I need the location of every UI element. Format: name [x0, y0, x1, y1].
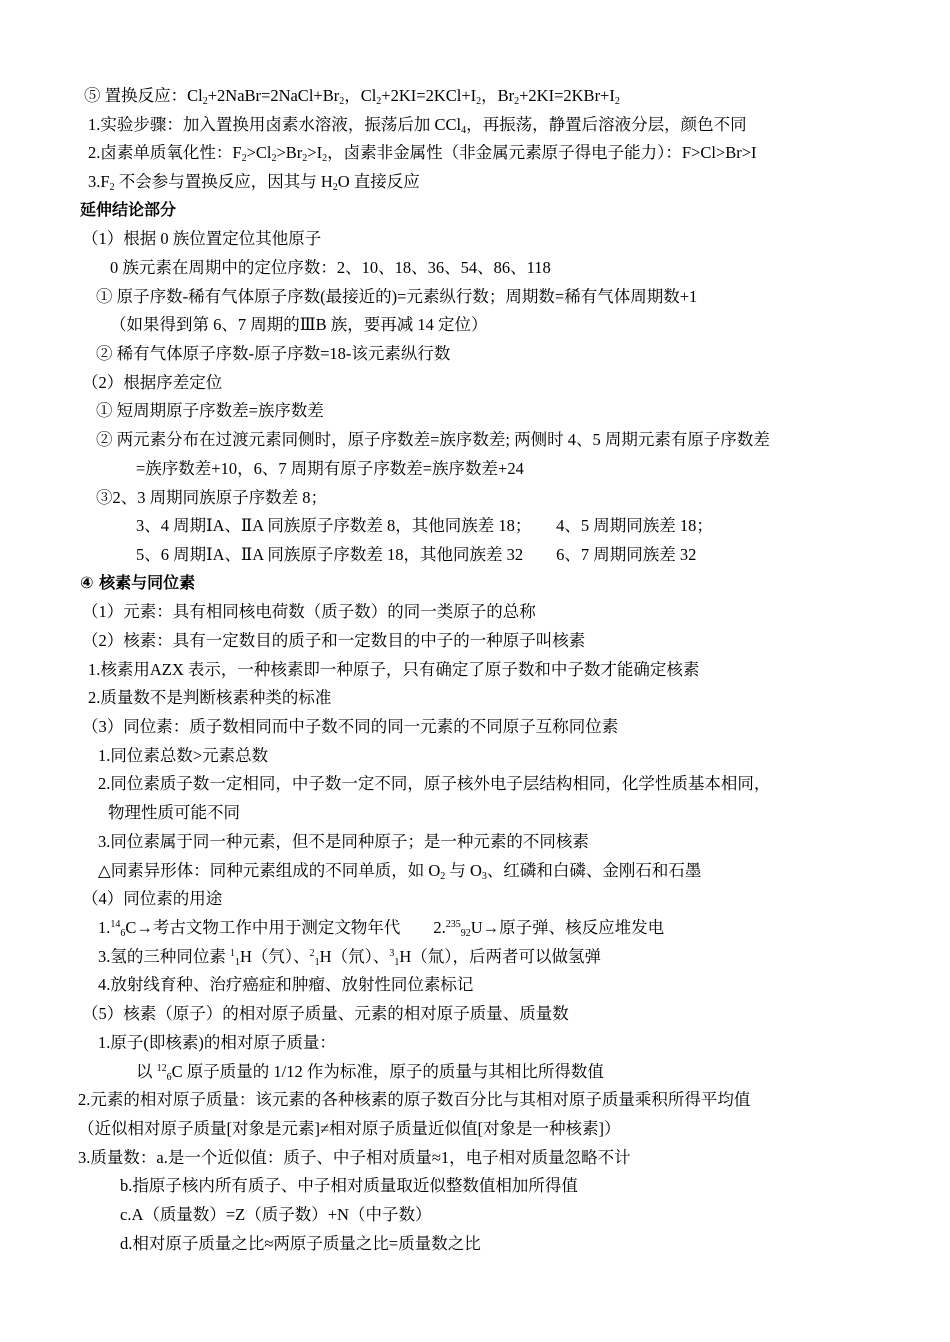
text-line: （近似相对原子质量[对象是元素]≠相对原子质量近似值[对象是一种核素]） — [78, 1119, 621, 1138]
text-line: 1.原子(即核素)的相对原子质量： — [98, 1033, 336, 1052]
text-line: 3、4 周期ⅠA、ⅡA 同族原子序数差 8，其他同族差 18； 4、5 周期同族差 18； — [136, 516, 713, 535]
text-line: （3）同位素：质子数相同而中子数不同的同一元素的不同原子互称同位素 — [82, 717, 619, 736]
text-line: 3.同位素属于同一种元素，但不是同种原子；是一种元素的不同核素 — [98, 832, 589, 851]
text-line: =族序数差+10，6、7 周期有原子序数差=族序数差+24 — [136, 459, 524, 478]
text-line: （2）核素：具有一定数目的质子和一定数目的中子的一种原子叫核素 — [82, 631, 586, 650]
text-line: （如果得到第 6、7 周期的ⅢB 族，要再减 14 定位） — [110, 315, 488, 334]
text-line: ① 短周期原子序数差=族序数差 — [96, 401, 324, 420]
text-line: 2.元素的相对原子质量：该元素的各种核素的原子数百分比与其相对原子质量乘积所得平均值 — [78, 1090, 751, 1109]
text-line: $1.14_6C\to$考古文物工作中用于测定文物年代 2.$^{235}_{92}$U→原子弹、核反应堆发电 — [98, 918, 665, 939]
text-line: d.相对原子质量之比≈两原子质量之比=质量数之比 — [120, 1234, 481, 1253]
text-line: （2）根据序差定位 — [82, 373, 223, 392]
text-line: 3.氢的三种同位素 $^1_1$H（氕）、$^2_1$H（氘）、$^3_1$H（氚），后两者可以做氢弹 — [98, 947, 602, 968]
text-line: （4）同位素的用途 — [82, 889, 223, 908]
text-line: 以 $^{12}_6$C 原子质量的 1/12 作为标准，原子的质量与其相比所得数值 — [136, 1062, 604, 1083]
text-line: 2.质量数不是判断核素种类的标准 — [88, 688, 332, 707]
text-line: 物理性质可能不同 — [108, 803, 240, 822]
section-heading: 延伸结论部分 — [80, 200, 177, 219]
section-heading: ④ 核素与同位素 — [80, 573, 196, 592]
text-line: b.指原子核内所有质子、中子相对质量取近似整数值相加所得值 — [120, 1176, 578, 1195]
text-line: ③2、3 周期同族原子序数差 8； — [96, 488, 327, 507]
text-line: 0 族元素在周期中的定位序数：2、10、18、36、54、86、118 — [110, 258, 551, 277]
text-line: （1）元素：具有相同核电荷数（质子数）的同一类原子的总称 — [82, 602, 536, 621]
text-line: 1.核素用AZX 表示，一种核素即一种原子，只有确定了原子数和中子数才能确定核素 — [88, 660, 700, 679]
text-line: 3.质量数：a.是一个近似值：质子、中子相对质量≈1，电子相对质量忽略不计 — [78, 1148, 631, 1167]
text-line: $3.F_2$ 不会参与置换反应，因其与 $H_2O$ 直接反应 — [88, 172, 420, 193]
text-line: 4.放射线育种、治疗癌症和肿瘤、放射性同位素标记 — [98, 975, 474, 994]
text-line: 1.实验步骤：加入置换用卤素水溶液，振荡后加 CCl$_4$，再振荡，静置后溶液分层，颜色不同 — [88, 115, 747, 136]
text-line: ① 原子序数-稀有气体原子序数(最接近的)=元素纵行数；周期数=稀有气体周期数+1 — [96, 287, 698, 306]
text-line: 5、6 周期ⅠA、ⅡA 同族原子序数差 18，其他同族差 32 6、7 周期同族差 32 — [136, 545, 697, 564]
text-line: ② 稀有气体原子序数-原子序数=18-该元素纵行数 — [96, 344, 451, 363]
text-line: 2.卤素单质氧化性：$F_2>Cl_2>Br_2>I_2$，卤素非金属性（非金属元素原子得电子能力）：F>Cl>Br>I — [88, 143, 757, 164]
text-line: ⑤ 置换反应：$Cl_2+2NaBr=2NaCl+Br_2$，$Cl_2+2KI=2KCl+I_2$，$Br_2+2KI=2KBr+I_2$ — [84, 86, 620, 107]
text-line: c.A（质量数）=Z（质子数）+N（中子数） — [120, 1205, 432, 1224]
text-line: 1.同位素总数>元素总数 — [98, 746, 269, 765]
text-line: △同素异形体：同种元素组成的不同单质，如 $O_2$ 与 $O_3$、红磷和白磷、金刚石和石墨 — [98, 861, 702, 882]
text-line: （5）核素（原子）的相对原子质量、元素的相对原子质量、质量数 — [82, 1004, 569, 1023]
text-line: （1）根据 0 族位置定位其他原子 — [82, 229, 322, 248]
text-line: ② 两元素分布在过渡元素同侧时，原子序数差=族序数差; 两侧时 4、5 周期元素有原子序数差 — [96, 430, 770, 449]
text-line: 2.同位素质子数一定相同，中子数一定不同，原子核外电子层结构相同，化学性质基本相同， — [98, 774, 771, 793]
